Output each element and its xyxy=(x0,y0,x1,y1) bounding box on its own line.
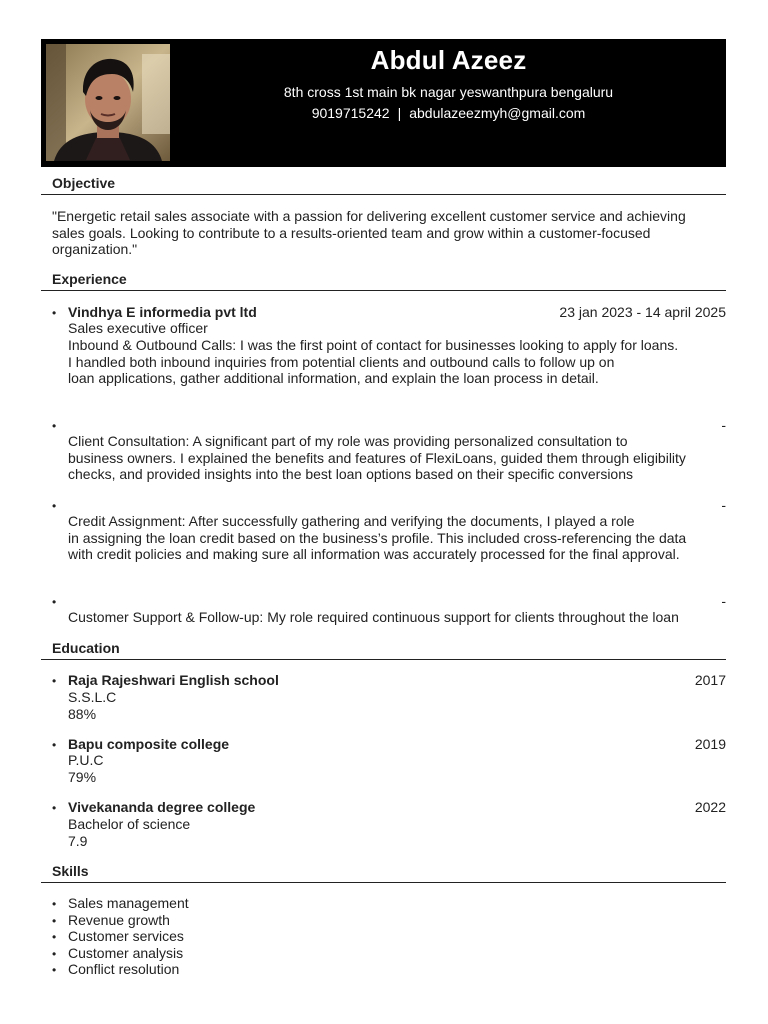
experience-line: Credit Assignment: After successfully gathering and verifying the documents, I played a role xyxy=(68,513,635,529)
education-entry-header xyxy=(68,672,726,689)
bullet: • xyxy=(52,499,57,513)
experience-line: with credit policies and making sure all information was accurately processed for the final approval. xyxy=(68,546,680,562)
education-score: 88% xyxy=(68,706,97,722)
company-name: Vindhya E informedia pvt ltd xyxy=(68,304,257,320)
profile-photo xyxy=(46,44,170,161)
education-score: 79% xyxy=(68,769,97,785)
contact-separator: | xyxy=(397,105,402,121)
experience-dash: - xyxy=(721,417,726,433)
bullet: • xyxy=(52,947,57,961)
experience-line: business owners. I explained the benefits and features of FlexiLoans, guided them through eligibility xyxy=(68,449,686,466)
school-name: Vivekananda degree college xyxy=(68,799,256,815)
bullet: • xyxy=(52,674,57,688)
education-score: 7.9 xyxy=(68,833,88,849)
experience-line: Inbound & Outbound Calls: I was the first point of contact for businesses looking to apply for loans. xyxy=(68,337,679,353)
experience-line: in assigning the loan credit based on the business’s profile. This included cross-referencing the data xyxy=(68,529,687,546)
job-title: Sales executive officer xyxy=(68,320,208,336)
experience-header-row xyxy=(68,304,726,321)
experience-item-3 xyxy=(68,513,708,563)
education-degree: Bachelor of science xyxy=(68,816,191,832)
education-entry-header xyxy=(68,736,726,753)
bullet: • xyxy=(52,963,57,977)
bullet: • xyxy=(52,897,57,911)
bullet: • xyxy=(52,801,57,815)
experience-line: checks, and provided insights into the best loan options based on their specific conversions xyxy=(68,466,634,482)
resume-header xyxy=(41,39,726,167)
bullet: • xyxy=(52,914,57,928)
experience-line: Customer Support & Follow-up: My role required continuous support for clients throughout the loan xyxy=(68,609,679,625)
education-year: 2019 xyxy=(694,736,726,752)
bullet: • xyxy=(52,738,57,752)
experience-line: Client Consultation: A significant part of my role was providing personalized consultation to xyxy=(68,433,628,449)
experience-dash: - xyxy=(721,593,726,609)
candidate-name: Abdul Azeez xyxy=(370,45,527,75)
email-address: abdulazeezmyh@gmail.com xyxy=(409,105,586,121)
experience-heading: Experience xyxy=(41,269,726,291)
experience-dates: 23 jan 2023 - 14 april 2025 xyxy=(559,304,726,320)
phone-number: 9019715242 xyxy=(311,105,390,121)
experience-line: loan applications, gather additional information, and explain the loan process in detail. xyxy=(68,370,599,386)
experience-line: I handled both inbound inquiries from potential clients and outbound calls to follow up on xyxy=(68,353,615,370)
skills-heading: Skills xyxy=(41,861,726,883)
education-year: 2022 xyxy=(694,799,726,815)
header-text xyxy=(181,39,716,122)
education-degree: P.U.C xyxy=(68,752,104,768)
candidate-address: 8th cross 1st main bk nagar yeswanthpura bengaluru xyxy=(283,84,614,100)
contact-line xyxy=(181,104,716,122)
bullet: • xyxy=(52,930,57,944)
experience-item-1 xyxy=(68,337,708,387)
profile-photo-image xyxy=(46,44,170,161)
bullet: • xyxy=(52,595,57,609)
school-name: Raja Rajeshwari English school xyxy=(68,672,279,688)
education-entry-header xyxy=(68,799,726,816)
education-degree: S.S.L.C xyxy=(68,689,117,705)
objective-heading: Objective xyxy=(41,173,726,195)
school-name: Bapu composite college xyxy=(68,736,230,752)
skill-item: Conflict resolution xyxy=(68,961,180,977)
education-year: 2017 xyxy=(694,672,726,688)
skill-item: Customer services xyxy=(68,928,184,944)
education-heading: Education xyxy=(41,638,726,660)
experience-item-2 xyxy=(68,433,708,483)
skill-item: Sales management xyxy=(68,895,189,911)
experience-item-4 xyxy=(68,609,708,626)
bullet: • xyxy=(52,419,57,433)
experience-dash: - xyxy=(721,497,726,513)
skill-item: Customer analysis xyxy=(68,945,184,961)
skill-item: Revenue growth xyxy=(68,912,170,928)
bullet: • xyxy=(52,306,57,320)
objective-text: "Energetic retail sales associate with a passion for delivering excellent customer service and achieving sales goals. Looking to contribute to a results-oriented team and grow within a customer-focused organization." xyxy=(52,208,686,257)
